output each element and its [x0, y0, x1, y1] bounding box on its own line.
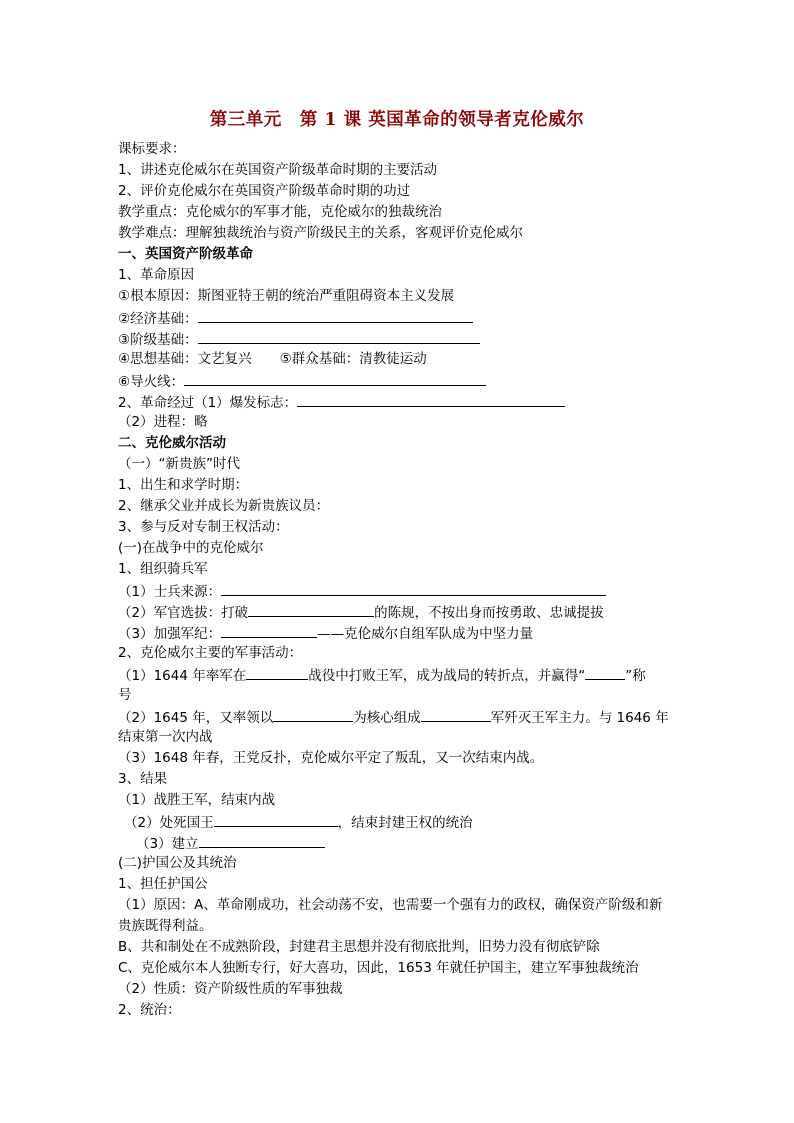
text-line	[118, 706, 688, 727]
text-line: 1、组织骑兵军	[118, 561, 208, 577]
text-line: 1、讲述克伦威尔在英国资产阶级革命时期的主要活动	[118, 162, 438, 178]
line-label: 2、革命经过（1）爆发标志：	[118, 395, 298, 411]
line-label: ③阶级基础：	[118, 332, 198, 348]
line-label: （2）军官选拔：打破	[118, 605, 249, 621]
text-line: 1、担任护国公	[118, 876, 208, 892]
text-line	[118, 832, 688, 853]
fill-blank	[246, 664, 308, 680]
line-label: （3）加强军纪：	[118, 626, 222, 642]
document-body	[118, 139, 688, 1021]
text-line: 2、评价克伦威尔在英国资产阶级革命时期的功过	[118, 183, 411, 199]
line-label: （1）1644 年率军在	[118, 668, 247, 684]
text-line: ①根本原因：斯图亚特王朝的统治严重阻碍资本主义发展	[118, 288, 455, 304]
fill-blank	[585, 664, 625, 680]
text-line	[118, 664, 688, 685]
text-line	[118, 622, 688, 643]
text-line	[118, 307, 688, 328]
fill-blank	[198, 307, 473, 323]
text-line: （3）1648 年春，王党反扑，克伦威尔平定了叛乱，又一次结束内战。	[118, 750, 544, 766]
text-line: 教学重点：克伦威尔的军事才能，克伦威尔的独裁统治	[118, 204, 442, 220]
line-label: （3）建立	[136, 836, 199, 852]
text-line: 结束第一次内战	[118, 729, 213, 745]
line-label: （2）处死国王	[124, 815, 214, 831]
line-label: 的陈规，不按出身而按勇敢、忠诚提拔	[374, 605, 604, 621]
line-label: ，结束封建王权的统治	[337, 815, 473, 831]
text-line: 1、革命原因	[118, 267, 195, 283]
text-line: （2）性质：资产阶级性质的军事独裁	[118, 981, 343, 997]
text-line	[118, 601, 688, 622]
text-line: 2、统治：	[118, 1002, 181, 1018]
text-line	[118, 580, 688, 601]
text-line: 1、出生和求学时期：	[118, 477, 249, 493]
text-line: (一)在战争中的克伦威尔	[118, 540, 264, 556]
text-line	[118, 370, 688, 391]
text-line: 3、参与反对专制王权活动：	[118, 519, 289, 535]
line-label: （1）士兵来源：	[118, 584, 222, 600]
line-label: 战役中打败王军，成为战局的转折点，并赢得“	[308, 668, 586, 684]
text-line: (二)护国公及其统治	[118, 855, 237, 871]
fill-blank	[221, 622, 317, 638]
section-heading: 二、克伦威尔活动	[118, 435, 226, 451]
fill-blank	[199, 832, 325, 848]
text-line: 课标要求：	[118, 141, 186, 157]
text-line: （一）“新贵族”时代	[118, 456, 240, 472]
text-line: C、克伦威尔本人独断专行，好大喜功，因此，1653 年就任护国主，建立军事独裁统治	[118, 960, 639, 976]
text-line: 2、克伦威尔主要的军事活动：	[118, 645, 303, 661]
text-line: B、共和制处在不成熟阶段，封建君主思想并没有彻底批判，旧势力没有彻底铲除	[118, 939, 600, 955]
text-line: （1）战胜王军，结束内战	[118, 792, 276, 808]
line-label: ④思想基础：文艺复兴	[118, 351, 252, 367]
line-label: ⑥导火线：	[118, 374, 185, 390]
text-line	[118, 328, 688, 349]
text-line	[118, 811, 688, 832]
text-line: 号	[118, 687, 132, 703]
text-line: 教学难点：理解独裁统治与资产阶级民主的关系，客观评价克伦威尔	[118, 225, 523, 241]
text-line: 贵族既得利益。	[118, 918, 213, 934]
text-line: （1）原因：A、革命刚成功，社会动荡不安，也需要一个强有力的政权，确保资产阶级和新	[118, 897, 663, 913]
line-label: ”称	[625, 668, 646, 684]
fill-blank	[214, 811, 338, 827]
text-line	[118, 349, 688, 370]
line-label: ——克伦威尔自组军队成为中坚力量	[317, 626, 534, 642]
line-label: ②经济基础：	[118, 311, 198, 327]
fill-blank	[421, 706, 491, 722]
document-title: 第三单元 第 1 课 英国革命的领导者克伦威尔	[209, 110, 585, 130]
text-line: （2）进程：略	[118, 414, 208, 430]
text-line: 3、结果	[118, 771, 168, 787]
text-line: 2、继承父业并成长为新贵族议员：	[118, 498, 330, 514]
fill-blank	[297, 391, 565, 407]
fill-blank	[248, 601, 374, 617]
text-line	[118, 391, 688, 412]
section-heading: 一、英国资产阶级革命	[118, 246, 253, 262]
fill-blank	[184, 370, 486, 386]
line-label: 为核心组成	[353, 710, 421, 726]
line-label: ⑤群众基础：清教徒运动	[279, 351, 427, 367]
fill-blank	[198, 328, 480, 344]
line-label: （2）1645 年，又率领以	[118, 710, 274, 726]
fill-blank	[273, 706, 353, 722]
line-label: 军歼灭王军主力。与 1646 年	[490, 710, 669, 726]
fill-blank	[221, 580, 606, 596]
